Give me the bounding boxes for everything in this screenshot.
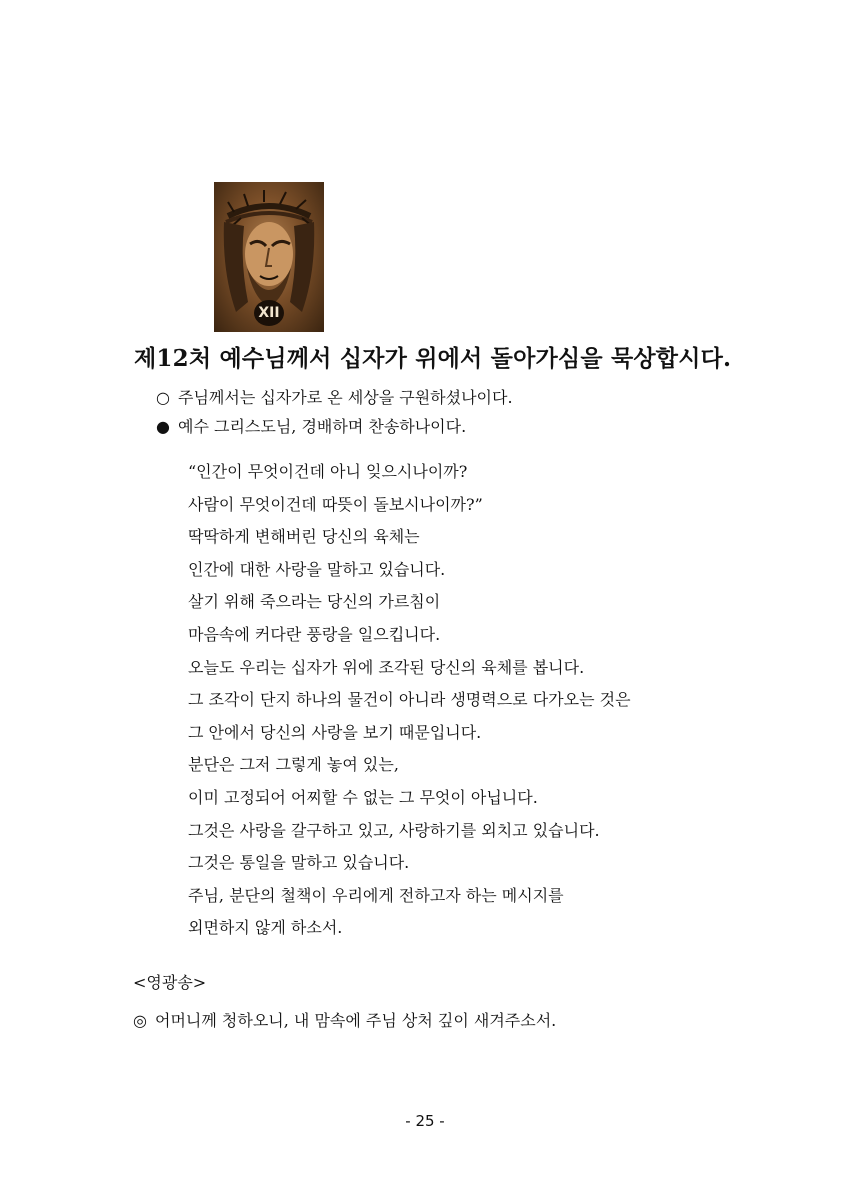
meditation-line: 주님, 분단의 철책이 우리에게 전하고자 하는 메시지를 [188,885,564,905]
doxology-prayer [133,1008,556,1031]
meditation-line: 이미 고정되어 어찌할 수 없는 그 무엇이 아닙니다. [188,787,538,807]
meditation-line: 그 조각이 단지 하나의 물건이 아니라 생명력으로 다가오는 것은 [188,690,631,710]
versicle-text: 주님께서는 십자가로 온 세상을 구원하셨나이다. [178,388,513,407]
meditation-text [188,462,631,951]
meditation-line: “인간이 무엇이건데 아니 잊으시나이까? [188,462,468,481]
station-image [214,182,324,332]
doxology-label: <영광송> [133,973,207,992]
response-text: 예수 그리스도님, 경배하며 찬송하나이다. [178,417,467,436]
response [156,414,466,437]
versicle [156,385,513,408]
meditation-line: 사람이 무엇이건데 따뜻이 돌보시나이까?” [188,494,483,514]
meditation-line: 그 안에서 당신의 사랑을 보기 때문입니다. [188,722,482,742]
meditation-line: 마음속에 커다란 풍랑을 일으킵니다. [188,624,441,644]
meditation-line: 외면하지 않게 하소서. [188,918,343,938]
meditation-line: 오늘도 우리는 십자가 위에 조각된 당신의 육체를 봅니다. [188,657,585,677]
meditation-line: 그것은 사랑을 갈구하고 있고, 사랑하기를 외치고 있습니다. [188,820,600,840]
meditation-line: 살기 위해 죽으라는 당신의 가르침이 [188,592,441,612]
meditation-line: 분단은 그저 그렇게 놓여 있는, [188,755,399,775]
filled-circle-icon: ● [156,417,170,436]
open-circle-icon: ○ [156,388,170,407]
double-circle-icon: ◎ [133,1011,147,1030]
station-numeral-badge: XII [254,300,284,326]
page-number: - 25 - [405,1112,445,1130]
doxology-text: 어머니께 청하오니, 내 맘속에 주님 상처 깊이 새겨주소서. [155,1011,557,1030]
station-title: 제12처 예수님께서 십자가 위에서 돌아가심을 묵상합시다. [134,345,732,372]
meditation-line: 딱딱하게 변해버린 당신의 육체는 [188,527,420,547]
meditation-line: 인간에 대한 사랑을 말하고 있습니다. [188,559,446,579]
meditation-line: 그것은 통일을 말하고 있습니다. [188,853,410,873]
